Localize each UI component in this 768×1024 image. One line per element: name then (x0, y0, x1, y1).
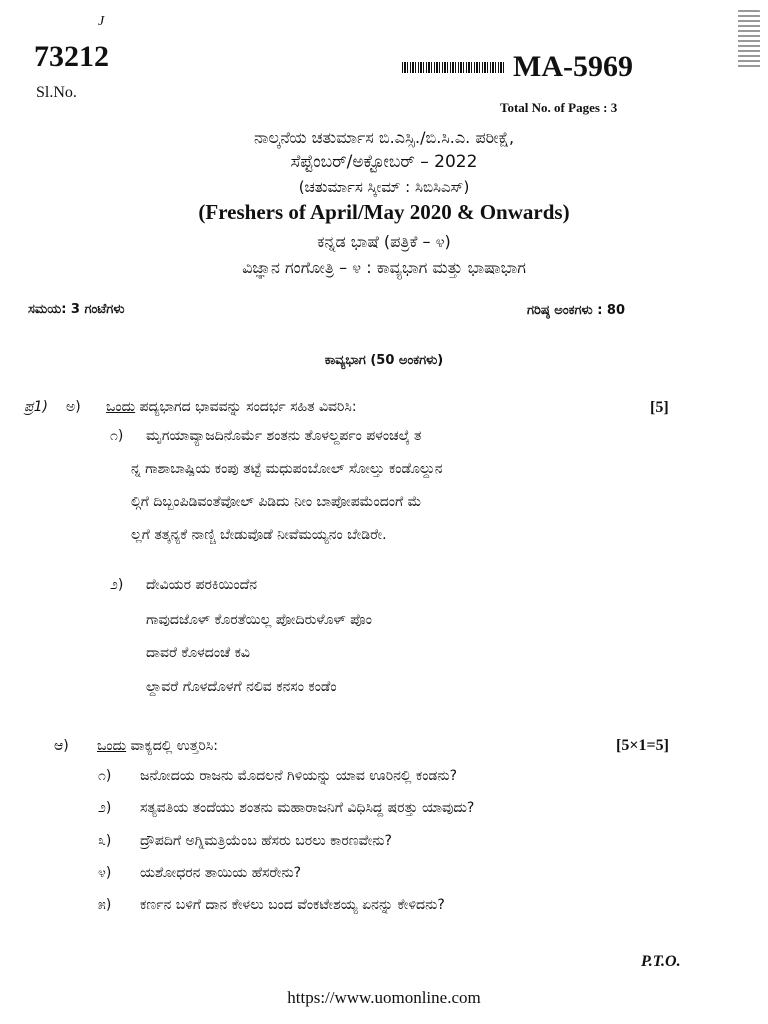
q1a-option-2-line: ದಾವರೆ ಕೊಳದಂಚೆ ಕವಿ (146, 645, 250, 661)
scan-speck (738, 10, 760, 70)
exam-time: ಸಮಯ: 3 ಗಂಟೆಗಳು (28, 302, 125, 317)
q1b-instruction-rest: ವಾಕ್ಯದಲ್ಲಿ ಉತ್ತರಿಸಿ: (126, 738, 218, 754)
q1b-item-text: ಸತ್ಯವತಿಯ ತಂದೆಯು ಶಂತನು ಮಹಾರಾಜನಿಗೆ ವಿಧಿಸಿದ್ದ ಷರತ್ತು ಯಾವುದು? (140, 800, 475, 816)
q1a-option-2-line: ಗಾವುದಜೊಳ್ ಕೊರತೆಯಿಲ್ಲ ಪೋದಿರುಳೊಳ್ ಪೊಂ (146, 612, 372, 628)
q1a-option-2-line: ಲ್ದಾವರೆ ಗೊಳದೊಳಗೆ ನಲಿವ ಕನಸಂ ಕಂಡೆಂ (146, 679, 337, 695)
q1a-option-1-line: ಲ್ಲಗೆ ತತ್ಕನ್ಯಕೆ ನಾಣ್ಚಿ ಬೇಡುವೊಡೆ ನೀವೆಮಯ್ಯನಂ ಬೇಡಿರೇ. (131, 527, 387, 543)
total-pages: Total No. of Pages : 3 (500, 100, 618, 115)
q1b-item-label: ೨) (98, 800, 112, 816)
q1b-item-label: ೪) (98, 865, 112, 881)
q1a-instruction (106, 399, 357, 415)
corner-mark: J (98, 14, 105, 29)
q1b-item-text: ದ್ರೌಪದಿಗೆ ಅಗ್ನಿಮತ್ರಿಯೆಂಬ ಹೆಸರು ಬರಲು ಕಾರಣವೇನು? (140, 833, 392, 849)
q1b-instruction-emphasis: ಒಂದು (97, 738, 127, 754)
exam-title-line4: (Freshers of April/May 2020 & Onwards) (198, 200, 570, 224)
question-number: ಪ್ರ1) (24, 399, 48, 415)
q1b-label: ಆ) (54, 738, 69, 754)
q1b-instruction (97, 738, 218, 754)
q1a-option-1-line: ಲ್ಗಿಗೆ ದಿಬ್ಬಂಪಿಡಿವಂತೆವೋಲ್ ಪಿಡಿದು ನೀಂ ಬಾಪೋಪಮೆಂದಂಗೆ ಮೆ (131, 494, 422, 510)
exam-title-line3: (ಚತುರ್ಮಾಸ ಸ್ಕೀಮ್ : ಸಿಬಿಸಿಎಸ್) (298, 178, 470, 196)
q1a-marks: [5] (650, 399, 669, 416)
q1a-instruction-rest: ಪದ್ಯಭಾಗದ ಭಾವವನ್ನು ಸಂದರ್ಭ ಸಹಿತ ವಿವರಿಸಿ: (135, 399, 357, 415)
q1b-item-label: ೫) (98, 897, 112, 913)
q1a-label: ಅ) (66, 399, 81, 415)
q1a-option-2-line: ದೇವಿಯರ ಪರಕಿಯಿಂದೆನ (146, 577, 258, 593)
question-paper-code: 73212 (34, 40, 109, 73)
q1b-item-label: ೩) (98, 833, 112, 849)
section-title: ಕಾವ್ಯಭಾಗ (50 ಅಂಕಗಳು) (324, 353, 444, 368)
exam-title-line5: ಕನ್ನಡ ಭಾಷೆ (ಪತ್ರಿಕೆ – ೪) (317, 232, 451, 251)
q1b-item-text: ಜನೋದಯ ರಾಜನು ಮೊದಲನೆ ಗಿಳಿಯನ್ನು ಯಾವ ಊರಿನಲ್ಲಿ ಕಂಡನು? (140, 768, 458, 784)
q1a-option-2-label: ೨) (110, 577, 124, 593)
exam-title-line1: ನಾಲ್ಕನೆಯ ಚತುರ್ಮಾಸ ಬಿ.ಎಸ್ಸಿ./ಬಿ.ಸಿ.ಎ. ಪರೀಕ್ಷೆ, (253, 128, 515, 147)
q1a-option-1-line: ನ್ನ ಗಾಶಾಬಾಷ್ಪಿಯ ಕಂಪು ತಟ್ಟೆ ಮಧುಪಂಬೋಲ್ ಸೋಲ್ತು ಕಂಡೊಲ್ದುನ (131, 461, 443, 477)
q1a-option-1-label: ೧) (110, 428, 124, 444)
exam-title-line6: ವಿಜ್ಞಾನ ಗಂಗೋತ್ರಿ – ೪ : ಕಾವ್ಯಭಾಗ ಮತ್ತು ಭಾಷಾಭಾಗ (242, 258, 526, 277)
pto-label: P.T.O. (641, 953, 681, 970)
exam-title-line2: ಸೆಪ್ಟೆಂಬರ್/ಅಕ್ಟೋಬರ್ – 2022 (290, 152, 478, 172)
q1a-option-1-line: ಮೃಗಯಾವ್ಯಾಜದಿನೊರ್ಮೆ ಶಂತನು ತೊಳಲ್ದರ್ಪಂ ಪಳಂಚಲ್ಕೆ ತ (146, 428, 422, 444)
footer-url[interactable]: https://www.uomonline.com (287, 988, 481, 1007)
sl-no-label: Sl.No. (36, 84, 77, 101)
max-marks: ಗರಿಷ್ಠ ಅಂಕಗಳು : 80 (527, 303, 626, 318)
paper-code: MA-5969 (513, 50, 633, 83)
q1b-marks: [5×1=5] (616, 737, 669, 754)
q1b-item-text: ಯಶೋಧರನ ತಾಯಿಯ ಹೆಸರೇನು? (140, 865, 302, 881)
q1b-item-label: ೧) (98, 768, 112, 784)
q1a-instruction-emphasis: ಒಂದು (106, 399, 136, 415)
q1b-item-text: ಕರ್ಣನ ಬಳಿಗೆ ದಾನ ಕೇಳಲು ಬಂದ ವೆಂಕಟೇಶಯ್ಯ ಏನನ್ನು ಕೇಳಿದನು? (140, 897, 445, 913)
barcode (402, 62, 504, 73)
